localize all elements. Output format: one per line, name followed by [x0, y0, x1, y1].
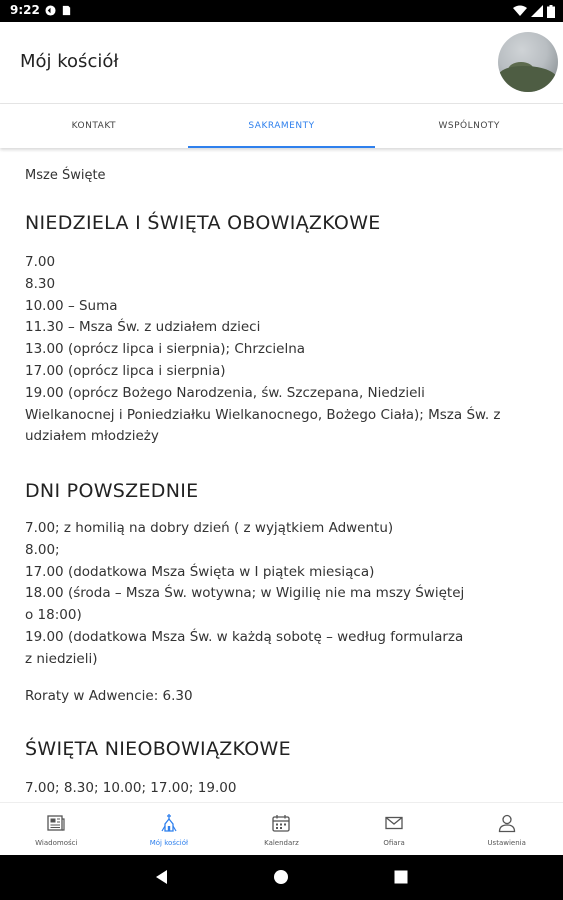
holidays-schedule — [25, 778, 545, 800]
wifi-icon — [513, 5, 527, 17]
schedule-line: 18.00 (środa – Msza Św. wotywna; w Wigilię nie ma mszy Świętej — [25, 585, 465, 602]
nav-label: Mój kościół — [149, 839, 189, 847]
tab-bar — [0, 104, 563, 148]
system-nav-bar — [0, 855, 563, 900]
schedule-line: 17.00 (dodatkowa Msza Święta w I piątek miesiąca) — [25, 563, 375, 580]
schedule-line: 19.00 (dodatkowa Msza Św. w każdą sobotę – według formularza — [25, 628, 464, 645]
page-title: Mój kościół — [20, 51, 119, 72]
sd-card-icon — [61, 5, 72, 16]
schedule-line: 13.00 (oprócz lipca i sierpnia); Chrzcielna — [25, 341, 306, 358]
schedule-line: 10.00 – Suma — [25, 297, 118, 314]
schedule-line: o 18:00) — [25, 607, 82, 624]
nav-label: Ofiara — [383, 839, 405, 847]
tab-sakramenty[interactable]: SAKRAMENTY — [188, 104, 376, 148]
sync-icon — [45, 5, 56, 16]
schedule-line: 7.00 — [25, 254, 56, 270]
schedule-line: z niedzieli) — [25, 650, 98, 667]
schedule-line: 7.00; 8.30; 10.00; 17.00; 19.00 — [25, 780, 237, 796]
nav-label: Ustawienia — [487, 839, 526, 847]
envelope-icon — [384, 813, 404, 833]
content-scroll[interactable] — [0, 150, 563, 802]
section-label: Msze Święte — [25, 168, 106, 183]
schedule-line: 8.30 — [25, 275, 56, 292]
newspaper-icon — [46, 813, 66, 833]
status-icons — [513, 3, 555, 19]
schedule-line: 17.00 (oprócz lipca i sierpnia) — [25, 362, 226, 379]
home-icon[interactable] — [273, 869, 289, 885]
church-icon — [159, 813, 179, 833]
nav-moj-kosciol[interactable] — [113, 803, 226, 855]
nav-ustawienia[interactable] — [450, 803, 563, 855]
schedule-line: 11.30 – Msza Św. z udziałem dzieci — [25, 319, 261, 336]
calendar-icon — [271, 813, 291, 833]
person-icon — [497, 813, 517, 833]
church-photo-avatar[interactable] — [498, 32, 558, 92]
nav-ofiara[interactable] — [338, 803, 451, 855]
weekdays-heading: DNI POWSZEDNIE — [25, 480, 199, 502]
status-time: 9:22 — [10, 3, 40, 17]
app-header — [0, 22, 563, 104]
weekdays-schedule — [25, 518, 545, 671]
advent-note: Roraty w Adwencie: 6.30 — [25, 688, 193, 704]
nav-label: Kalendarz — [264, 839, 299, 847]
schedule-line: 8.00; — [25, 541, 60, 558]
status-bar — [0, 0, 563, 22]
schedule-line: 19.00 (oprócz Bożego Narodzenia, św. Szczepana, Niedzieli — [25, 384, 425, 401]
nav-wiadomosci[interactable] — [0, 803, 113, 855]
back-icon[interactable] — [154, 869, 170, 885]
battery-icon — [547, 5, 555, 18]
schedule-line: 7.00; z homilią na dobry dzień ( z wyjątkiem Adwentu) — [25, 520, 394, 536]
signal-icon — [531, 5, 543, 17]
sunday-heading: NIEDZIELA I ŚWIĘTA OBOWIĄZKOWE — [25, 212, 381, 234]
tab-wspolnoty[interactable]: WSPÓLNOTY — [438, 121, 500, 131]
schedule-line: udziałem młodzieży — [25, 428, 159, 445]
schedule-line: Wielkanocnej i Poniedziałku Wielkanocnego, Bożego Ciała); Msza Św. z — [25, 406, 501, 423]
recents-icon[interactable] — [393, 869, 409, 885]
nav-label: Wiadomości — [35, 839, 78, 847]
bottom-nav — [0, 802, 563, 855]
sunday-schedule — [25, 252, 545, 448]
holidays-heading: ŚWIĘTA NIEOBOWIĄZKOWE — [25, 738, 291, 760]
nav-kalendarz[interactable] — [225, 803, 338, 855]
tab-kontakt[interactable]: KONTAKT — [71, 121, 117, 131]
